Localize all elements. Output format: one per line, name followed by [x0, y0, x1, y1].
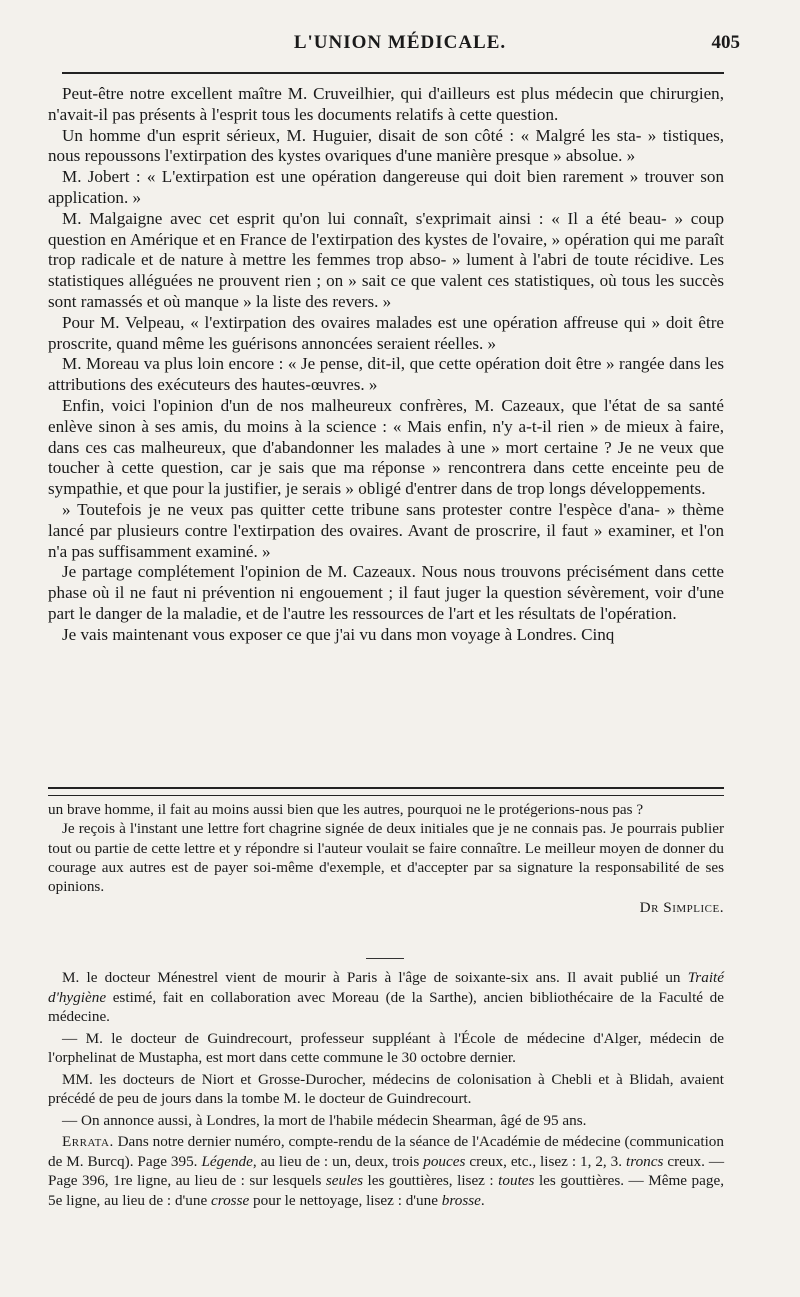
text: estimé, fait en collaboration avec Moreau (de la Sarthe), ancien bibliothécaire de la Faculté de médecine. — [48, 988, 724, 1025]
text: Légende — [201, 1152, 253, 1170]
running-title: L'UNION MÉDICALE. — [293, 32, 507, 53]
text: M. le docteur Ménestrel vient de mourir à Paris à l'âge de soixante-six ans. Il avait publié un — [62, 969, 688, 986]
paragraph: M. Jobert : « L'extirpation est une opération dangereuse qui doit bien rarement » trouver son application. » — [48, 167, 724, 207]
errata — [48, 1132, 724, 1210]
text: les gouttières. — Même page, 5e ligne, au lieu de : d'une — [48, 1172, 725, 1209]
text: troncs — [626, 1152, 664, 1170]
paragraph: Pour M. Velpeau, « l'extirpation des ovaires malades est une opération affreuse qui » doit être proscrite, quand même les guérisons annoncées seraient réelles. » — [48, 312, 724, 353]
feuilleton-section — [48, 800, 724, 918]
text: crosse — [211, 1191, 250, 1209]
paragraph: Enfin, voici l'opinion d'un de nos malheureux confrères, M. Cazeaux, que l'état de sa santé enlève sinon à ses amis, du moins à la science : « Mais enfin, n'y a-t-il rien » de mieux à faire, dans ces cas malheureux, que d'abandonner les malades à une » mort certaine ? Je ne veux que toucher à cette question, car je sais que ma réponse » rencontrera dans cette enceinte peu de sympathie, et que pour la justifier, je serais » obligé d'entrer dans de trop longs développements. — [48, 395, 724, 499]
paragraph: M. Malgaigne avec cet esprit qu'on lui connaît, s'exprimait ainsi : « Il a été beau- » coup question en Amérique et en France de l'extirpation des kystes de l'ovaire, » opération qui me paraît trop radicale et de nature à mettre les femmes trop abso- » lument à l'abri de toute récidive. Les statistiques alléguées ne prouvent rien ; on » sait ce que valent ces statistiques, où tous les succès sont ramassés et où manque » la liste des revers. » — [48, 208, 724, 311]
header-rule — [62, 72, 724, 74]
text: pour le nettoyage, lisez : d'une — [249, 1191, 442, 1209]
text: creux. — Page 396, 1re ligne, au lieu de : sur lesquels — [48, 1152, 725, 1189]
news-item — [48, 968, 724, 1027]
text: . — [480, 1191, 485, 1209]
news-item: — M. le docteur de Guindrecourt, professeur suppléant à l'École de médecine d'Alger, médecin de l'orphelinat de Mustapha, est mort dans cette commune le 30 octobre dernier. — [48, 1029, 724, 1066]
paragraph: Un homme d'un esprit sérieux, M. Huguier, disait de son côté : « Malgré les sta- » tistiques, nous repoussons l'extirpation des kystes ovariques d'une manière presque » absolue. » — [48, 125, 724, 166]
paragraph: Peut-être notre excellent maître M. Cruveilhier, qui d'ailleurs est plus médecin que chirurgien, n'avait-il pas présents à l'esprit tous les documents relatifs à cette question. — [48, 84, 724, 124]
page-number: 405 — [711, 32, 740, 53]
errata-label: Errata. — [62, 1133, 114, 1150]
text: Dans notre dernier numéro, compte-rendu de la séance de l'Académie de médecine (communication de M. Burcq). Page 395. — [48, 1133, 724, 1170]
text: pouces — [423, 1152, 466, 1170]
author-signature: Dr Simplice. — [639, 899, 724, 917]
text: , au lieu de : un, deux, trois — [252, 1152, 424, 1170]
page-header — [60, 32, 740, 60]
paragraph: un brave homme, il fait au moins aussi bien que les autres, pourquoi ne le protégerions-nous pas ? — [48, 801, 644, 818]
text: seules — [325, 1172, 364, 1189]
feuilleton-separator-rule — [48, 787, 724, 796]
paragraph: Je reçois à l'instant une lettre fort chagrine signée de deux initiales que je ne connais pas. Je pourrais publier tout ou partie de cette lettre et y répondre si l'auteur voulait se faire connaître. Le meilleur moyen de donner du courage aux autres est de payer soi-même d'exemple, et d'accepter par sa signature la responsabilité de ses opinions. — [48, 820, 724, 896]
news-item: — On annonce aussi, à Londres, la mort de l'habile médecin Shearman, âgé de 95 ans. — [62, 1111, 587, 1129]
paragraph: M. Moreau va plus loin encore : « Je pense, dit-il, que cette opération doit être » rangée dans les attributions des exécuteurs des hautes-œuvres. » — [48, 354, 724, 395]
news-item: MM. les docteurs de Niort et Grosse-Durocher, médecins de colonisation à Chebli et à Blidah, avaient précédé de peu de jours dans la tombe M. le docteur de Guindrecourt. — [48, 1070, 724, 1107]
paragraph: » Toutefois je ne veux pas quitter cette tribune sans protester contre l'espèce d'ana- » thème lancé par plusieurs contre l'extirpation des ovaires. Avant de proscrire, il faut » examiner, et l'on n'a pas suffisamment examiné. » — [48, 499, 724, 561]
main-article — [48, 84, 724, 646]
paragraph: Je vais maintenant vous exposer ce que j'ai vu dans mon voyage à Londres. Cinq — [62, 624, 615, 644]
text: les gouttières, lisez : — [363, 1172, 499, 1189]
text: brosse — [441, 1191, 481, 1209]
book-title: Traité d'hygiène — [48, 969, 724, 1006]
paragraph: Je partage complétement l'opinion de M. Cazeaux. Nous nous trouvons précisément dans cette phase où il ne faut ni prévention ni engouement ; il faut juger la question sévèrement, voir d'une part le danger de la maladie, et de l'autre les ressources de l'art et les résultats de l'opération. — [48, 562, 724, 623]
short-separator — [366, 958, 404, 959]
news-section — [48, 968, 724, 1212]
text: toutes — [498, 1172, 535, 1189]
text: creux, etc., lisez : 1, 2, 3. — [465, 1152, 626, 1170]
